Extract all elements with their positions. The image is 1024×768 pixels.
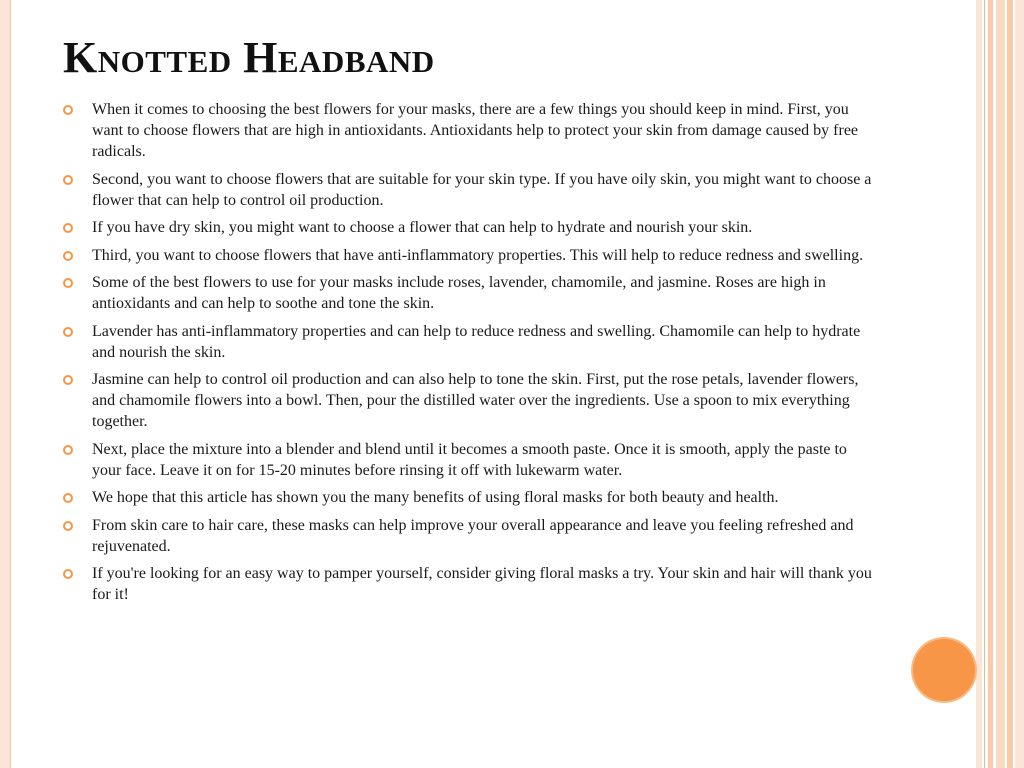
list-item <box>60 217 880 238</box>
list-item <box>60 272 880 314</box>
list-item <box>60 515 880 557</box>
list-item-text: When it comes to choosing the best flowers for your masks, there are a few things you should keep in mind. First, you want to choose flowers that are high in antioxidants. Antioxidants help to protect your skin from damage caused by free radicals. <box>92 101 859 160</box>
list-item <box>60 439 880 481</box>
list-item <box>60 169 880 211</box>
bullet-icon <box>63 521 73 531</box>
bullet-icon <box>63 251 73 261</box>
stripe <box>1015 0 1024 768</box>
list-item <box>60 321 880 363</box>
bullet-icon <box>63 105 73 115</box>
list-item-text: Some of the best flowers to use for your masks include roses, lavender, chamomile, and jasmine. Roses are high in antioxidants and can help to soothe and tone the skin. <box>92 274 826 312</box>
list-item-text: Lavender has anti-inflammatory properties and can help to reduce redness and swelling. Chamomile can help to hydrate and nourish the skin. <box>92 322 861 361</box>
list-item-text: Third, you want to choose flowers that have anti-inflammatory properties. This will help to reduce redness and swelling. <box>92 246 864 264</box>
bullet-icon <box>63 569 73 579</box>
right-decorative-stripes <box>976 0 1024 768</box>
stripe <box>984 0 985 768</box>
bullet-icon <box>63 445 73 455</box>
list-item-text: Next, place the mixture into a blender and blend until it becomes a smooth paste. Once it is smooth, apply the paste to your face. Leave it on for 15-20 minutes before rinsing it off with lukewarm water. <box>92 440 847 479</box>
bullet-icon <box>63 175 73 185</box>
list-item <box>60 563 880 605</box>
bullet-icon <box>63 327 73 337</box>
list-item-text: We hope that this article has shown you the many benefits of using floral masks for both beauty and health. <box>92 489 779 506</box>
stripe <box>976 0 982 768</box>
bullet-icon <box>63 278 73 288</box>
list-item-text: Second, you want to choose flowers that are suitable for your skin type. If you have oily skin, you might want to choose a flower that can help to control oil production. <box>92 170 872 209</box>
list-item <box>60 245 880 266</box>
list-item-text: If you're looking for an easy way to pamper yourself, consider giving floral masks a try. Your skin and hair will thank you for it! <box>92 565 872 603</box>
list-item-text: From skin care to hair care, these masks can help improve your overall appearance and leave you feeling refreshed and rejuvenated. <box>92 516 854 555</box>
bullet-list <box>60 99 880 612</box>
slide-title: Knotted Headband <box>63 33 435 82</box>
list-item-text: Jasmine can help to control oil production and can also help to tone the skin. First, put the rose petals, lavender flowers, and chamomile flowers into a bowl. Then, pour the distilled water over the ingredients. Use a spoon to mix everything together. <box>92 371 859 430</box>
stripe <box>988 0 993 768</box>
bullet-icon <box>63 493 73 503</box>
bullet-icon <box>63 375 73 385</box>
list-item <box>60 487 880 508</box>
list-item-text: If you have dry skin, you might want to choose a flower that can help to hydrate and nourish your skin. <box>92 219 753 236</box>
list-item <box>60 369 880 432</box>
left-decorative-bar <box>0 0 11 768</box>
stripe <box>1007 0 1013 768</box>
stripe <box>996 0 1005 768</box>
list-item <box>60 99 880 162</box>
orange-circle-icon <box>913 639 975 701</box>
bullet-icon <box>63 223 73 233</box>
